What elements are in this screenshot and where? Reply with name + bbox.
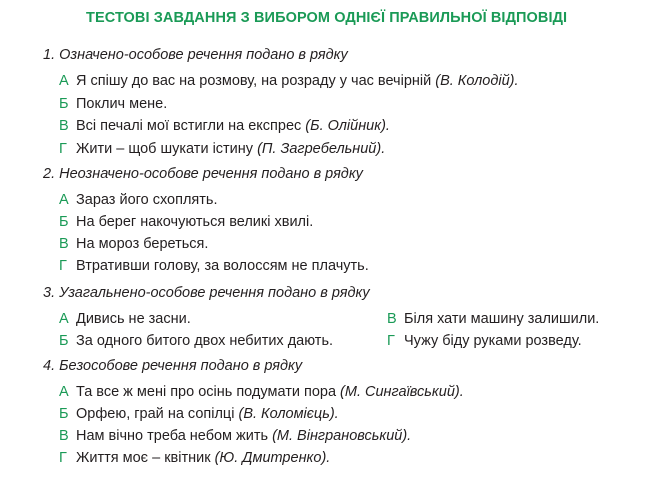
question-3-option-c[interactable]	[387, 311, 599, 327]
option-text: За одного битого двох небитих дають.	[76, 333, 334, 349]
option-text: Я спішу до вас на розмову, на розраду у час вечірній	[76, 73, 436, 89]
option-letter: Б	[59, 406, 69, 422]
option-letter: В	[59, 118, 69, 134]
question-1-option-b[interactable]	[59, 96, 167, 112]
option-source: (В. Колодій).	[435, 73, 519, 89]
page-title: ТЕСТОВІ ЗАВДАННЯ З ВИБОРОМ ОДНІЄЇ ПРАВИЛЬНОЇ ВІДПОВІДІ	[86, 10, 568, 26]
option-text: Життя моє – квітник	[76, 450, 215, 466]
option-letter: Б	[59, 96, 69, 112]
option-text: Орфею, грай на сопілці	[76, 406, 239, 422]
option-text: Та все ж мені про осінь подумати пора	[76, 384, 341, 400]
option-source: (Б. Олійник).	[305, 118, 390, 134]
question-4-option-b[interactable]	[59, 406, 339, 422]
question-2-prompt: 2. Неозначено-особове речення подано в рядку	[43, 166, 363, 182]
option-letter: А	[59, 73, 69, 89]
question-3-option-a[interactable]	[59, 311, 191, 327]
option-source: (В. Коломієць).	[238, 406, 339, 422]
question-1-option-c[interactable]	[59, 118, 390, 134]
option-letter: Г	[59, 258, 67, 274]
question-3-prompt: 3. Узагальнено-особове речення подано в рядку	[43, 285, 370, 301]
option-text: Жити – щоб шукати істину	[76, 141, 258, 157]
option-text: Втративши голову, за волоссям не плачуть.	[76, 258, 369, 274]
option-text: Дивись не засни.	[76, 311, 191, 327]
option-letter: Б	[59, 214, 69, 230]
option-letter: В	[59, 236, 69, 252]
option-letter: Б	[59, 333, 69, 349]
question-2-option-a[interactable]	[59, 192, 217, 208]
option-source: (П. Загребельний).	[257, 141, 386, 157]
option-text: Всі печалі мої встигли на експрес	[76, 118, 306, 134]
question-1-prompt: 1. Означено-особове речення подано в рядку	[43, 47, 348, 63]
option-letter: Г	[387, 333, 395, 349]
question-4-prompt: 4. Безособове речення подано в рядку	[43, 358, 303, 374]
option-source: (М. Вінграновський).	[272, 428, 412, 444]
option-source: (М. Сингаївський).	[340, 384, 464, 400]
question-1-option-a[interactable]	[59, 73, 519, 89]
option-letter: В	[387, 311, 397, 327]
question-2-option-c[interactable]	[59, 236, 208, 252]
question-3-option-b[interactable]	[59, 333, 333, 349]
question-4-option-d[interactable]	[59, 450, 330, 466]
question-4-option-a[interactable]	[59, 384, 464, 400]
option-letter: А	[59, 311, 69, 327]
option-text: Нам вічно треба небом жить	[76, 428, 273, 444]
question-2-option-d[interactable]	[59, 258, 369, 274]
question-3-option-d[interactable]	[387, 333, 582, 349]
option-text: Зараз його схоплять.	[76, 192, 218, 208]
option-letter: В	[59, 428, 69, 444]
option-text: На берег накочуються великі хвилі.	[76, 214, 314, 230]
question-1-option-d[interactable]	[59, 141, 385, 157]
option-letter: А	[59, 384, 69, 400]
question-4-option-c[interactable]	[59, 428, 411, 444]
option-letter: Г	[59, 141, 67, 157]
option-text: Чужу біду руками розведу.	[404, 333, 582, 349]
question-2-option-b[interactable]	[59, 214, 313, 230]
option-source: (Ю. Дмитренко).	[214, 450, 331, 466]
option-text: Біля хати машину залишили.	[404, 311, 600, 327]
option-letter: Г	[59, 450, 67, 466]
option-text: На мороз береться.	[76, 236, 209, 252]
option-text: Поклич мене.	[76, 96, 168, 112]
option-letter: А	[59, 192, 69, 208]
